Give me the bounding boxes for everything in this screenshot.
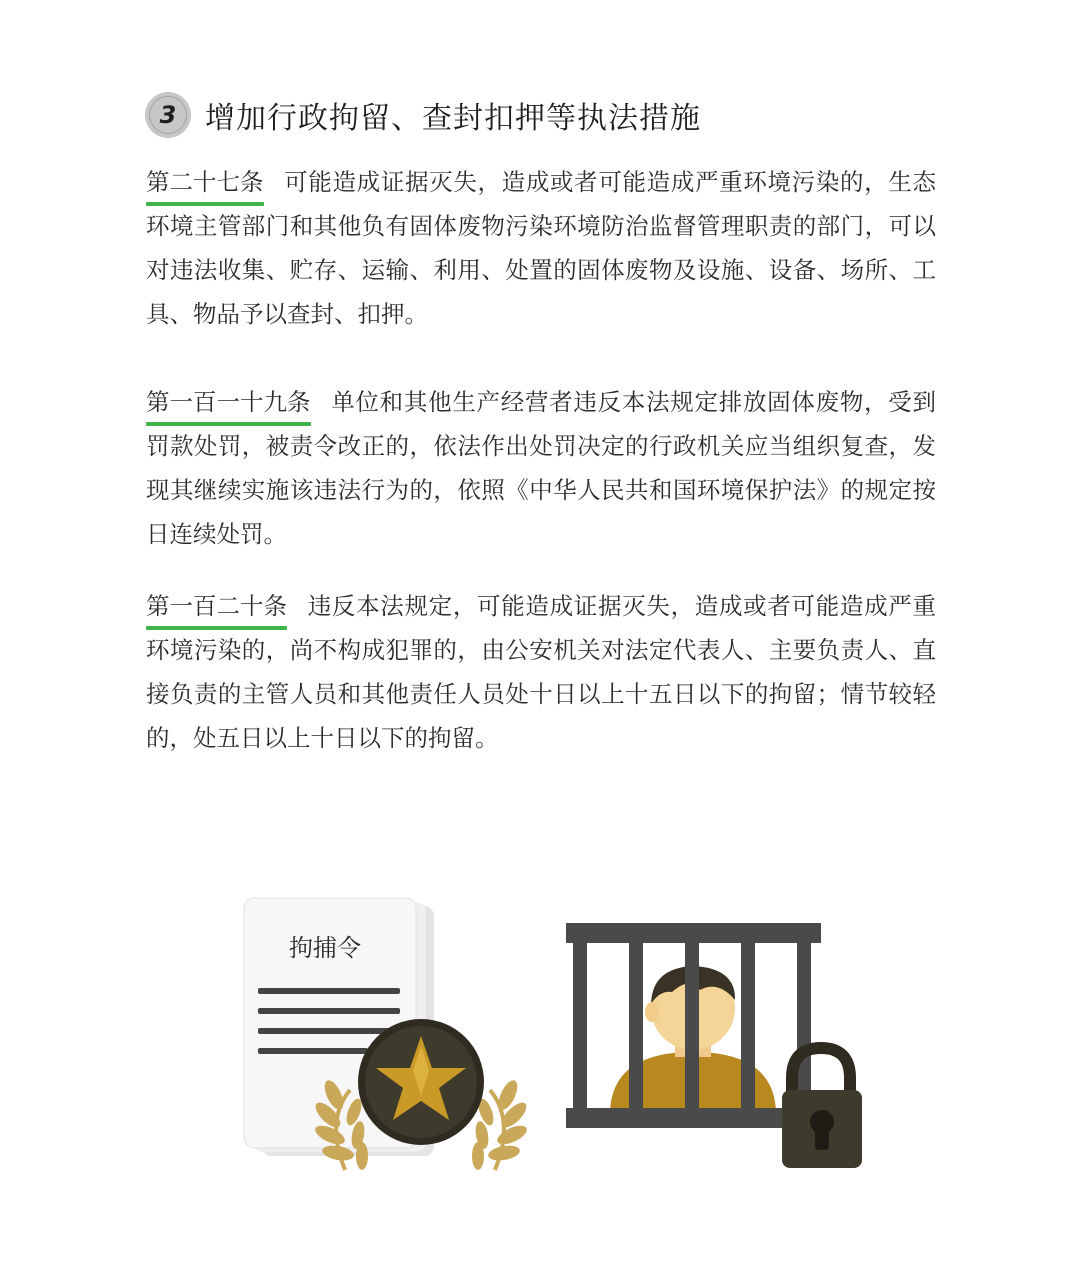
section-title: 增加行政拘留、查封扣押等执法措施 xyxy=(205,101,701,136)
article-119 xyxy=(146,380,936,556)
illustration xyxy=(0,880,1080,1210)
section-number-badge: 3 xyxy=(145,92,191,138)
warrant-title: 拘捕令 xyxy=(289,934,361,962)
article-label: 第一百一十九条 xyxy=(146,380,311,424)
article-text: 违反本法规定，可能造成证据灭失，造成或者可能造成严重环境污染的，尚不构成犯罪的，由公安机关对法定代表人、主要负责人、直接负责的主管人员和其他责任人员处十日以上十五日以下的拘留；情节较轻的，处五日以上十日以下的拘留。 xyxy=(146,592,936,752)
article-label: 第二十七条 xyxy=(146,160,264,204)
article-text: 单位和其他生产经营者违反本法规定排放固体废物，受到罚款处罚，被责令改正的，依法作出处罚决定的行政机关应当组织复查，发现其继续实施该违法行为的，依照《中华人民共和国环境保护法》的规定按日连续处罚。 xyxy=(146,388,936,548)
police-badge-icon xyxy=(358,1019,484,1145)
article-27 xyxy=(146,160,936,336)
article-120 xyxy=(146,584,936,760)
padlock-icon xyxy=(782,1048,862,1168)
section-header xyxy=(145,92,701,138)
article-text: 可能造成证据灭失，造成或者可能造成严重环境污染的，生态环境主管部门和其他负有固体废物污染环境防治监督管理职责的部门，可以对违法收集、贮存、运输、利用、处置的固体废物及设施、设备、场所、工具、物品予以查封、扣押。 xyxy=(146,168,936,328)
article-label: 第一百二十条 xyxy=(146,584,287,628)
